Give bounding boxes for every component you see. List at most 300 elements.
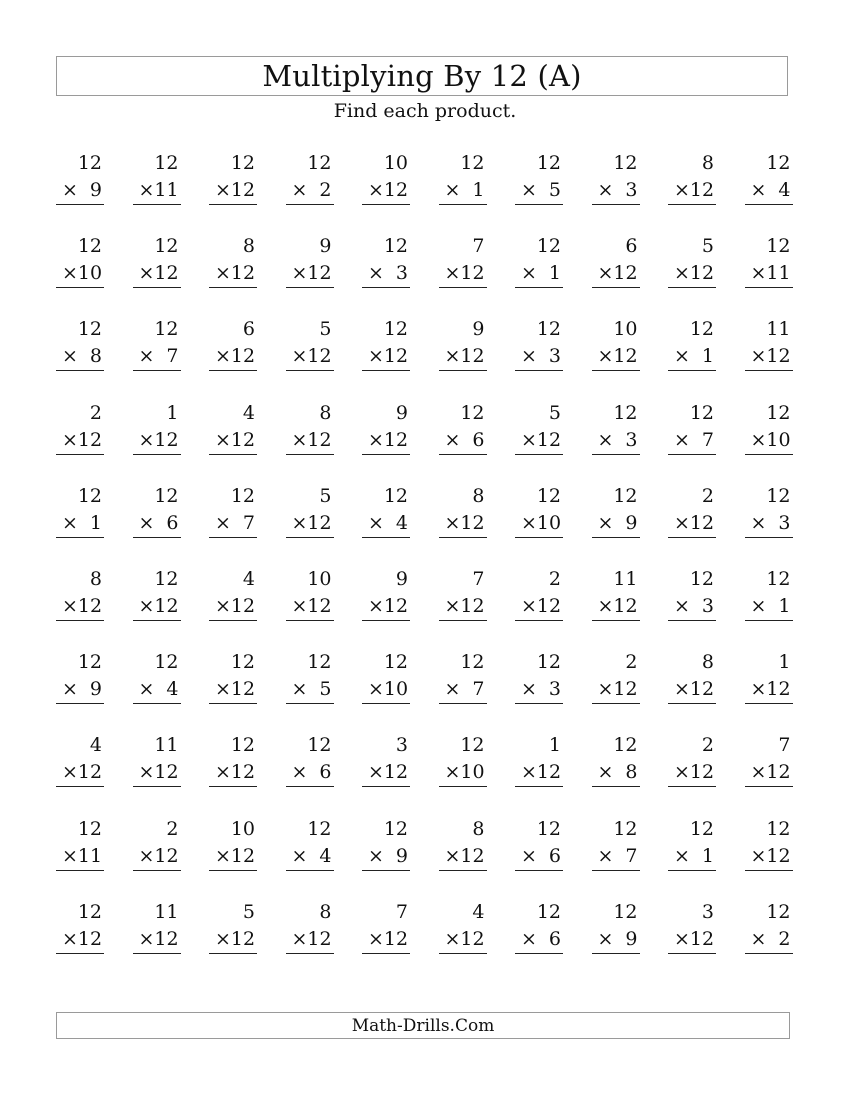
multiplication-problem [133,899,181,982]
footer-credit: Math-Drills.Com [56,1012,790,1039]
multiply-sign: × [138,927,155,950]
multiplicand: 5 [319,484,332,507]
multiplication-problem [133,816,181,899]
multiply-sign: × [291,594,308,617]
multiplication-problem [286,483,334,566]
problem-grid [56,150,790,982]
multiply-sign: × [597,511,614,534]
multiplicand: 12 [77,235,102,258]
multiplier: 12 [154,844,179,867]
multiplicand: 11 [154,900,179,923]
multiplication-problem [56,316,104,399]
multiplier: 12 [154,428,179,451]
multiplier: 3 [625,428,638,451]
multiplicand: 11 [766,318,791,341]
multiplier-line [745,759,793,787]
multiplier-line [209,260,257,288]
multiplier: 1 [701,844,714,867]
multiplier: 12 [230,844,256,867]
multiplier: 10 [77,262,103,285]
multiplier: 12 [154,594,179,617]
multiplicand: 12 [307,817,332,840]
multiplier: 1 [472,179,485,201]
multiplicand: 12 [613,734,638,757]
multiplier-line [133,343,181,371]
multiplication-problem [56,150,104,233]
multiplicand: 2 [548,567,561,590]
multiply-sign: × [138,761,155,784]
multiplication-problem [209,816,257,899]
multiplicand: 10 [307,567,332,590]
multiplier-line [133,510,181,538]
multiplicand: 12 [613,817,638,840]
multiply-sign: × [368,678,384,701]
multiplier: 12 [77,428,103,451]
multiplication-problem [745,233,793,316]
multiply-sign: × [444,594,461,617]
multiplicand: 12 [383,318,408,341]
multiplication-problem [668,316,716,399]
multiply-sign: × [62,179,78,201]
multiplication-problem [592,316,640,399]
multiplier-line [439,759,487,787]
multiplicand: 12 [77,484,102,507]
multiplicand: 5 [701,235,714,258]
multiplier: 11 [766,262,791,285]
multiplication-problem [56,566,104,649]
multiplier-line [209,343,257,371]
multiplier: 10 [460,761,485,784]
multiply-sign: × [138,345,155,368]
multiplier: 12 [766,345,791,368]
multiplier: 2 [778,927,791,950]
multiply-sign: × [444,179,461,201]
multiply-sign: × [674,927,690,950]
multiplication-problem [668,566,716,649]
multiplication-problem [592,150,640,233]
multiplier-line [286,843,334,871]
multiplication-problem [745,566,793,649]
multiply-sign: × [597,927,614,950]
multiplication-problem [56,732,104,815]
multiplier-line [668,759,716,787]
multiplicand: 12 [536,900,561,923]
multiply-sign: × [368,179,384,201]
multiplier-line [362,843,410,871]
multiply-sign: × [291,511,308,534]
multiplication-problem [745,483,793,566]
multiplier-line [133,177,181,205]
multiplier-line [745,593,793,621]
multiplier: 12 [460,927,485,950]
multiplication-problem [668,899,716,982]
multiplier: 12 [383,761,409,784]
multiplicand: 12 [536,817,561,840]
multiplication-problem [745,816,793,899]
multiplicand: 6 [242,318,255,341]
multiplication-problem [209,566,257,649]
multiplier-line [439,510,487,538]
multiplier: 12 [383,428,409,451]
multiplicand: 12 [154,567,179,590]
multiplicand: 12 [689,401,714,424]
multiplicand: 7 [472,567,485,590]
multiplier-line [439,177,487,205]
multiplication-problem [133,316,181,399]
multiplier: 12 [613,594,638,617]
multiplication-problem [209,150,257,233]
multiplicand: 12 [766,817,791,840]
multiplicand: 12 [383,817,408,840]
multiply-sign: × [750,678,767,701]
multiplier: 12 [77,594,103,617]
multiplier-line [362,676,410,704]
multiplier: 12 [307,594,332,617]
multiplier: 1 [89,511,102,534]
multiply-sign: × [750,844,767,867]
multiplication-problem [439,566,487,649]
multiplicand: 5 [548,401,561,424]
multiplier: 1 [701,345,714,368]
multiply-sign: × [62,594,78,617]
multiplicand: 12 [766,900,791,923]
multiplicand: 12 [230,651,255,674]
multiplier-line [286,676,334,704]
multiplication-problem [745,316,793,399]
multiplication-problem [56,483,104,566]
multiply-sign: × [62,345,78,368]
multiplication-problem [668,483,716,566]
multiplier: 12 [77,927,103,950]
multiply-sign: × [215,761,231,784]
multiplier-line [286,510,334,538]
multiplier-line [439,427,487,455]
multiplier-line [56,427,104,455]
multiplication-problem [745,150,793,233]
multiplier: 12 [689,511,715,534]
multiplier: 1 [778,594,791,617]
multiplier-line [56,926,104,954]
multiplicand: 12 [613,484,638,507]
multiplier-line [668,343,716,371]
multiply-sign: × [674,345,690,368]
multiplicand: 7 [395,900,408,923]
multiplicand: 12 [536,484,561,507]
multiply-sign: × [597,844,614,867]
multiplicand: 3 [701,900,714,923]
multiply-sign: × [674,262,690,285]
multiplicand: 12 [77,318,102,341]
multiply-sign: × [750,262,767,285]
multiplier: 7 [242,511,255,534]
multiplicand: 4 [242,401,255,424]
multiply-sign: × [444,927,461,950]
multiplicand: 12 [766,484,791,507]
multiplier-line [209,759,257,787]
multiplier: 3 [625,179,638,201]
multiplication-problem [286,899,334,982]
multiplicand: 1 [548,734,561,757]
multiplier: 12 [613,678,638,701]
multiplier: 12 [307,262,332,285]
multiplication-problem [515,483,563,566]
multiplier-line [362,759,410,787]
multiplication-problem [515,899,563,982]
multiplicand: 12 [154,152,179,174]
multiplier: 12 [460,594,485,617]
multiplier-line [56,759,104,787]
multiplication-problem [592,649,640,732]
multiplier-line [745,177,793,205]
multiplier-line [56,260,104,288]
multiplication-problem [592,816,640,899]
multiplier-line [209,676,257,704]
multiplier: 12 [613,262,638,285]
multiplier-line [362,593,410,621]
multiply-sign: × [674,179,690,201]
multiplication-problem [515,316,563,399]
multiplier: 10 [766,428,791,451]
multiplier: 12 [307,345,332,368]
multiply-sign: × [215,844,231,867]
multiply-sign: × [597,179,614,201]
multiplier-line [439,676,487,704]
multiplication-problem [209,899,257,982]
multiplicand: 12 [689,817,714,840]
multiplier-line [133,843,181,871]
multiply-sign: × [750,511,767,534]
multiplier: 9 [395,844,408,867]
multiplier: 12 [230,927,256,950]
multiplication-problem [592,566,640,649]
multiplier-line [56,343,104,371]
multiplicand: 12 [613,401,638,424]
multiplier-line [668,593,716,621]
multiplier-line [592,759,640,787]
multiplicand: 12 [307,152,332,174]
multiplication-problem [133,233,181,316]
multiplier: 12 [230,345,256,368]
multiplicand: 8 [701,152,714,174]
multiplicand: 4 [242,567,255,590]
multiplier-line [745,343,793,371]
multiply-sign: × [138,511,155,534]
multiplication-problem [515,732,563,815]
multiplier: 10 [536,511,562,534]
multiplication-problem [592,400,640,483]
multiplier-line [668,926,716,954]
multiplier-line [133,676,181,704]
multiplication-problem [439,316,487,399]
multiplicand: 11 [154,734,179,757]
multiply-sign: × [521,345,537,368]
multiplicand: 12 [383,235,408,258]
multiplier-line [56,676,104,704]
multiplication-problem [668,150,716,233]
multiplicand: 12 [766,235,791,258]
multiplier-line [362,177,410,205]
multiply-sign: × [750,179,767,201]
multiplicand: 12 [460,734,485,757]
multiplication-problem [439,400,487,483]
multiply-sign: × [444,428,461,451]
multiplier-line [362,926,410,954]
multiplicand: 12 [766,152,791,174]
multiplier-line [56,593,104,621]
multiplicand: 8 [319,401,332,424]
multiplier: 4 [395,511,408,534]
multiplier: 6 [548,927,561,950]
multiplier-line [56,510,104,538]
multiplication-problem [56,816,104,899]
multiply-sign: × [138,428,155,451]
multiplicand: 11 [613,567,638,590]
multiplier-line [515,427,563,455]
multiplier-line [745,676,793,704]
multiplier-line [133,593,181,621]
multiplicand: 2 [625,651,638,674]
multiply-sign: × [215,262,231,285]
multiplier: 12 [460,844,485,867]
multiplication-problem [592,899,640,982]
multiplier-line [745,260,793,288]
multiplication-problem [362,483,410,566]
multiplier: 9 [89,179,102,201]
multiplication-problem [286,566,334,649]
multiplier-line [592,593,640,621]
multiply-sign: × [62,678,78,701]
multiplier-line [745,427,793,455]
multiply-sign: × [750,761,767,784]
multiply-sign: × [674,678,690,701]
multiplier: 12 [230,179,256,201]
multiplier: 12 [536,761,562,784]
multiplicand: 3 [395,734,408,757]
multiplier-line [592,177,640,205]
multiplier-line [668,510,716,538]
multiplicand: 9 [395,401,408,424]
multiplication-problem [592,483,640,566]
multiplier: 12 [154,262,179,285]
multiplier-line [592,676,640,704]
multiplier-line [439,843,487,871]
multiplier: 12 [766,761,791,784]
multiplication-problem [133,732,181,815]
multiplication-problem [133,649,181,732]
multiplication-problem [515,566,563,649]
multiplicand: 12 [536,235,561,258]
multiply-sign: × [521,761,537,784]
multiplier-line [133,926,181,954]
multiplier: 3 [395,262,408,285]
multiplication-problem [439,816,487,899]
multiplicand: 1 [778,651,791,674]
multiplication-problem [362,316,410,399]
multiply-sign: × [215,345,231,368]
multiplicand: 10 [230,817,255,840]
multiplier-line [515,177,563,205]
multiply-sign: × [674,844,690,867]
multiplication-problem [362,899,410,982]
multiplier: 12 [383,594,409,617]
multiply-sign: × [62,761,78,784]
multiplier-line [515,260,563,288]
multiply-sign: × [521,927,537,950]
multiply-sign: × [62,428,78,451]
multiplier: 6 [166,511,179,534]
multiply-sign: × [368,844,384,867]
multiplier-line [56,177,104,205]
multiplier: 8 [625,761,638,784]
multiplier-line [209,843,257,871]
multiply-sign: × [291,179,308,201]
multiplicand: 12 [230,484,255,507]
multiply-sign: × [674,761,690,784]
multiplicand: 10 [383,152,408,174]
multiplicand: 12 [77,900,102,923]
multiplier-line [362,427,410,455]
multiplication-problem [286,732,334,815]
multiplication-problem [56,899,104,982]
multiplication-problem [592,732,640,815]
multiply-sign: × [444,262,461,285]
multiplier-line [362,260,410,288]
multiplication-problem [362,649,410,732]
multiply-sign: × [597,428,614,451]
multiplier: 9 [625,927,638,950]
multiplicand: 2 [166,817,179,840]
multiplicand: 8 [472,817,485,840]
multiplicand: 12 [460,401,485,424]
multiplier: 3 [548,345,561,368]
multiplier: 6 [319,761,332,784]
multiply-sign: × [597,594,614,617]
multiplicand: 12 [613,900,638,923]
multiply-sign: × [215,594,231,617]
multiply-sign: × [750,594,767,617]
multiply-sign: × [368,761,384,784]
multiplication-problem [56,649,104,732]
multiplication-problem [439,233,487,316]
multiplier-line [286,926,334,954]
multiplication-problem [745,899,793,982]
multiply-sign: × [597,262,614,285]
multiplication-problem [56,400,104,483]
multiplier: 12 [689,179,715,201]
multiply-sign: × [521,511,537,534]
multiplication-problem [133,483,181,566]
multiply-sign: × [62,511,78,534]
multiplier-line [133,759,181,787]
multiplicand: 5 [319,318,332,341]
multiplier: 3 [778,511,791,534]
multiplicand: 12 [460,651,485,674]
multiply-sign: × [750,428,767,451]
multiplier-line [745,843,793,871]
multiply-sign: × [291,761,308,784]
multiply-sign: × [750,927,767,950]
multiplicand: 12 [77,651,102,674]
multiplicand: 12 [307,651,332,674]
multiply-sign: × [215,511,231,534]
multiplier: 1 [548,262,561,285]
multiplier-line [209,926,257,954]
multiplier: 12 [766,844,791,867]
multiplication-problem [668,233,716,316]
multiplicand: 12 [77,152,102,174]
multiplication-problem [515,233,563,316]
multiplier: 12 [307,927,332,950]
